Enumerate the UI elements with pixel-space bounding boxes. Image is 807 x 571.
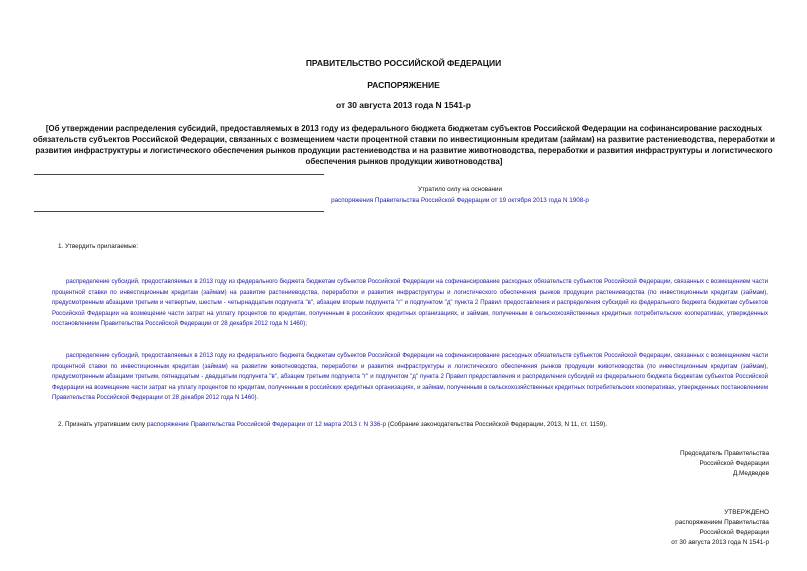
lost-force-link[interactable]: распоряжения Правительства Российской Федерации от 19 октября 2013 года N 1908-р [331,197,589,204]
document-type: РАСПОРЯЖЕНИЕ [367,80,440,90]
item-2-prefix: 2. Признать утратившим силу [58,421,145,428]
document-heading: [Об утверждении распределения субсидий, предоставляемых в 2013 году из федерального бюджета бюджетам субъектов Российской Федерации на софинансирование расходных обязательств субъектов Российской Федерации, связанных с возмещением части процентной ставки по инвестиционным кредитам (займам) на развитие растениеводства, переработки и развития инфраструктуры и логистического обеспечения рынков продукции растениеводства и на развитие животноводства, переработки и развития инфраструктуры и логистического обеспечения рынков продукции животноводства] [33,124,775,166]
approval-line-1: УТВЕРЖДЕНО [724,509,769,516]
distribution-link-plant[interactable]: распределение субсидий, предоставляемых в 2013 году из федерального бюджета бюджетам субъектов Российской Федерации на софинансирование расходных обязательств субъектов Российской Федерации, связанных с возмещением части процентной ставки по инвестиционным кредитам (займам) на развитие растениеводства, переработки и развития инфраструктуры и логистического обеспечения рынков продукции растениеводства (по инвестиционным кредитам (займам), предусмотренным абзацами третьим и четвертым, шестым - четырнадцатым подпункта "в", абзацем вторым подпункта "г" и подпунктом "д" пункта 2 Правил предоставления и распределения субсидий из федерального бюджета бюджетам субъектов Российской Федерации на возмещение части затрат на уплату процентов по кредитам, полученным в российских кредитных организациях, и займам, полученным в сельскохозяйственных кредитных потребительских кооперативах, утвержденных постановлением Правительства Российской Федерации от 28 декабря 2012 года N 1460); [52,278,768,328]
signature-line-3: Д.Медведев [732,470,769,477]
item-2-link[interactable]: распоряжение Правительства Российской Федерации от 12 марта 2013 г. N 336-р [146,421,387,428]
divider-top [34,174,324,175]
approval-line-2: распоряжением Правительства [675,519,769,526]
approval-block [671,508,769,548]
item-1-intro: 1. Утвердить прилагаемые: [58,243,138,250]
divider-bottom [34,211,324,212]
approval-line-3: Российской Федерации [699,529,769,536]
government-title: ПРАВИТЕЛЬСТВО РОССИЙСКОЙ ФЕДЕРАЦИИ [305,58,502,68]
item-2-suffix: (Собрание законодательства Российской Федерации, 2013, N 11, ст. 1159). [387,421,608,428]
distribution-link-livestock[interactable]: распределение субсидий, предоставляемых в 2013 году из федерального бюджета бюджетам субъектов Российской Федерации на софинансирование расходных обязательств субъектов Российской Федерации, связанных с возмещением части процентной ставки по инвестиционным кредитам (займам) на развитие животноводства, переработки и развития инфраструктуры и логистического обеспечения рынков продукции животноводства (по инвестиционным кредитам (займам), предусмотренным абзацами третьим, пятнадцатым - двадцатым подпункта "в", абзацем третьим подпункта "г" и подпунктом "д" пункта 2 Правил предоставления и распределения субсидий из федерального бюджета бюджетам субъектов Российской Федерации на возмещение части затрат на уплату процентов по кредитам, полученным в российских кредитных организациях, и займам, полученным в сельскохозяйственных кредитных потребительских кооперативах, утвержденных постановлением Правительства Российской Федерации от 28 декабря 2012 года N 1460). [52,352,768,402]
document-date: от 30 августа 2013 года N 1541-р [335,100,471,110]
lost-force-note: Утратило силу на основании [417,186,503,193]
signature-line-2: Российской Федерации [699,460,769,467]
approval-line-4: от 30 августа 2013 года N 1541-р [671,539,769,546]
item-2 [58,421,607,428]
signature-block [680,449,769,479]
signature-line-1: Председатель Правительства [680,450,769,457]
